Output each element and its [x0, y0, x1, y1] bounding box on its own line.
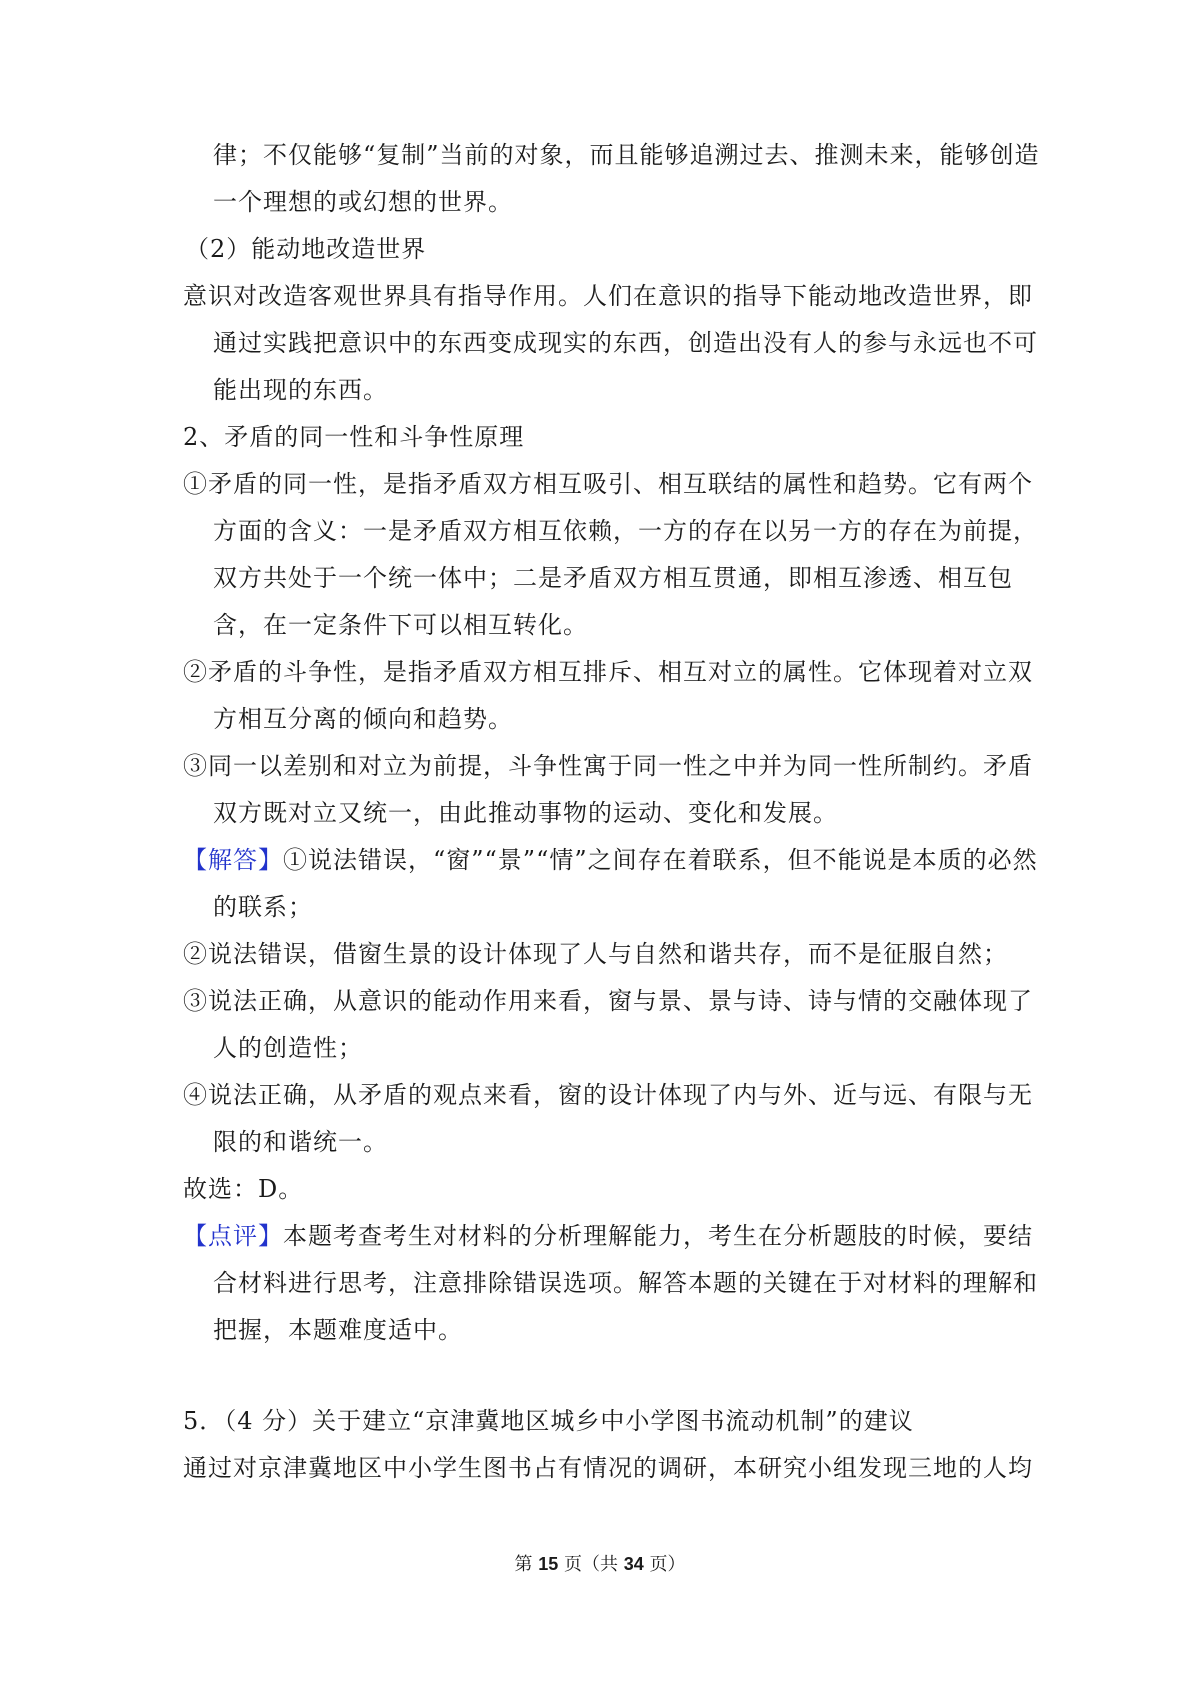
- text-line: 一个理想的或幻想的世界。: [213, 188, 513, 216]
- text-line: ①矛盾的同一性，是指矛盾双方相互吸引、相互联结的属性和趋势。它有两个: [183, 470, 1033, 498]
- text-line: ④说法正确，从矛盾的观点来看，窗的设计体现了内与外、近与远、有限与无: [183, 1081, 1033, 1109]
- text-line: 双方共处于一个统一体中；二是矛盾双方相互贯通，即相互渗透、相互包: [213, 564, 1013, 592]
- text-line: 限的和谐统一。: [213, 1128, 388, 1156]
- question-heading: 5．（4 分）关于建立“京津冀地区城乡中小学图书流动机制”的建议: [183, 1407, 914, 1435]
- section-heading: 2、矛盾的同一性和斗争性原理: [183, 423, 525, 451]
- text-line: 的联系；: [213, 893, 313, 921]
- text-line: 律；不仅能够“复制”当前的对象，而且能够追溯过去、推测未来，能够创造: [213, 141, 1040, 169]
- text-line: 通过实践把意识中的东西变成现实的东西，创造出没有人的参与永远也不可: [213, 329, 1038, 357]
- page-footer: [0, 1550, 1200, 1576]
- text-line: 方相互分离的倾向和趋势。: [213, 705, 513, 733]
- sub-heading: （2）能动地改造世界: [185, 235, 427, 263]
- answer-label: 【解答】: [183, 846, 283, 874]
- answer-line: [183, 837, 1038, 884]
- text-line: ③说法正确，从意识的能动作用来看，窗与景、景与诗、诗与情的交融体现了: [183, 987, 1033, 1015]
- text-line: 人的创造性；: [213, 1034, 363, 1062]
- footer-suffix: 页）: [649, 1554, 686, 1575]
- text-line: 意识对改造客观世界具有指导作用。人们在意识的指导下能动地改造世界，即: [183, 282, 1033, 310]
- comment-line: [183, 1213, 1033, 1260]
- total-pages: 34: [623, 1554, 644, 1574]
- answer-text: ①说法错误，“窗”“景”“情”之间存在着联系，但不能说是本质的必然: [283, 846, 1038, 874]
- text-line: 把握，本题难度适中。: [213, 1316, 463, 1344]
- text-line: 双方既对立又统一，由此推动事物的运动、变化和发展。: [213, 799, 838, 827]
- comment-text: 本题考查考生对材料的分析理解能力，考生在分析题肢的时候，要结: [283, 1222, 1033, 1250]
- comment-label: 【点评】: [183, 1222, 283, 1250]
- answer-choice: 故选：D。: [183, 1175, 304, 1203]
- text-line: 合材料进行思考，注意排除错误选项。解答本题的关键在于对材料的理解和: [213, 1269, 1038, 1297]
- text-line: ②矛盾的斗争性，是指矛盾双方相互排斥、相互对立的属性。它体现着对立双: [183, 658, 1033, 686]
- text-line: 方面的含义：一是矛盾双方相互依赖，一方的存在以另一方的存在为前提，: [213, 517, 1038, 545]
- text-line: 通过对京津冀地区中小学生图书占有情况的调研，本研究小组发现三地的人均: [183, 1454, 1033, 1482]
- text-line: 含，在一定条件下可以相互转化。: [213, 611, 588, 639]
- footer-middle: 页（共: [564, 1554, 618, 1575]
- text-line: ③同一以差别和对立为前提，斗争性寓于同一性之中并为同一性所制约。矛盾: [183, 752, 1033, 780]
- text-line: ②说法错误，借窗生景的设计体现了人与自然和谐共存，而不是征服自然；: [183, 940, 1008, 968]
- page-number: 15: [538, 1554, 559, 1574]
- text-line: 能出现的东西。: [213, 376, 388, 404]
- footer-prefix: 第: [514, 1554, 533, 1575]
